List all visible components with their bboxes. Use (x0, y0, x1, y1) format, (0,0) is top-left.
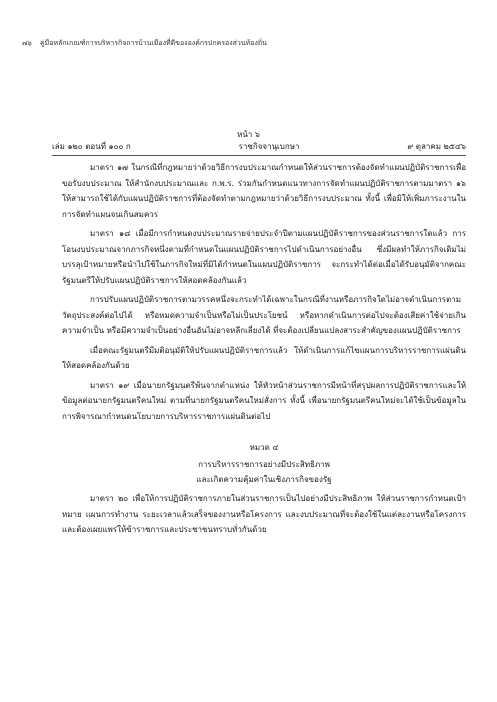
body-text (62, 160, 466, 542)
chapter-number: หมวด ๔ (249, 443, 279, 452)
paragraph-section-18: มาตรา ๑๘ เมื่อมีการกำหนดงบประมาณรายจ่ายประจำปีตามแผนปฏิบัติราชการของส่วนราชการใดแล้ว การโอนงบประมาณจากภารกิจหนึ่งตามที่กำหนดในแผนปฏิบัติราชการไปดำเนินการอย่างอื่น ซึ่งมีผลทำให้ภารกิจเดิมไม่บรรลุเป้าหมายหรือนำไปใช้ในภารกิจใหม่ที่มิได้กำหนดในแผนปฏิบัติราชการ จะกระทำได้ต่อเมื่อได้รับอนุมัติจากคณะรัฐมนตรีให้ปรับแผนปฏิบัติราชการให้สอดคล้องกันแล้ว (62, 229, 466, 285)
running-head (22, 38, 267, 49)
gazette-page-label: หน้า ๖ (237, 130, 260, 139)
page-number: ๗๖ (22, 39, 32, 47)
gazette-header-line (52, 140, 466, 156)
paragraph-section-20: มาตรา ๒๐ เพื่อให้การปฏิบัติราชการภายในส่วนราชการเป็นไปอย่างมีประสิทธิภาพ ให้ส่วนราชการกำหนดเป้าหมาย แผนการทำงาน ระยะเวลาแล้วเสร็จของงานหรือโครงการ และงบประมาณที่จะต้องใช้ในแต่ละงานหรือโครงการ และต้องเผยแพร่ให้ข้าราชการและประชาชนทราบทั่วกันด้วย (62, 494, 466, 534)
gazette-volume: เล่ม ๑๒๐ ตอนที่ ๑๐๐ ก (52, 142, 131, 151)
running-head-title: คู่มือหลักเกณฑ์การบริหารกิจการบ้านเมืองที่ดีขององค์กรปกครองส่วนท้องถิ่น (39, 39, 267, 47)
gazette-publication: ราชกิจจานุเบกษา (238, 142, 300, 151)
paragraph-section-19: มาตรา ๑๙ เมื่อนายกรัฐมนตรีพ้นจากตำแหน่ง ให้หัวหน้าส่วนราชการมีหน้าที่สรุปผลการปฏิบัติราชการและให้ข้อมูลต่อนายกรัฐมนตรีคนใหม่ ตามที่นายกรัฐมนตรีคนใหม่สั่งการ ทั้งนี้ เพื่อนายกรัฐมนตรีคนใหม่จะได้ใช้เป็นข้อมูลในการพิจารณากำหนดนโยบายการบริหารราชการแผ่นดินต่อไป (62, 380, 466, 421)
chapter-title-line2: และเกิดความคุ้มค่าในเชิงภารกิจของรัฐ (196, 475, 332, 484)
chapter-title-line1: การบริหารราชการอย่างมีประสิทธิภาพ (198, 460, 330, 469)
gazette-date: ๙ ตุลาคม ๒๕๔๖ (407, 142, 466, 151)
paragraph-section-18-2: การปรับแผนปฏิบัติราชการตามวรรคหนึ่งจะกระทำได้เฉพาะในกรณีที่งานหรือภารกิจใดไม่อาจดำเนินการตามวัตถุประสงค์ต่อไปได้ หรือหมดความจำเป็นหรือไม่เป็นประโยชน์ หรือหากดำเนินการต่อไปจะต้องเสียค่าใช้จ่ายเกินความจำเป็น หรือมีความจำเป็นอย่างอื่นอันไม่อาจหลีกเลี่ยงได้ ที่จะต้องเปลี่ยนแปลงสาระสำคัญของแผนปฏิบัติราชการ (62, 295, 466, 335)
paragraph-section-18-3: เมื่อคณะรัฐมนตรีมีมติอนุมัติให้ปรับแผนปฏิบัติราชการแล้ว ให้ดำเนินการแก้ไขแผนการบริหารราชการแผ่นดินให้สอดคล้องกันด้วย (62, 345, 466, 370)
chapter-heading (62, 440, 466, 487)
paragraph-section-17: มาตรา ๑๗ ในกรณีที่กฎหมายว่าด้วยวิธีการงบประมาณกำหนดให้ส่วนราชการต้องจัดทำแผนปฏิบัติราชการเพื่อขอรับงบประมาณ ให้สำนักงบประมาณและ ก.พ.ร. ร่วมกันกำหนดแนวทางการจัดทำแผนปฏิบัติราชการตามมาตรา ๑๖ ให้สามารถใช้ได้กับแผนปฏิบัติราชการที่ต้องจัดทำตามกฎหมายว่าด้วยวิธีการงบประมาณ ทั้งนี้ เพื่อมิให้เพิ่มภาระงานในการจัดทำแผนจนเกินสมควร (62, 163, 466, 219)
